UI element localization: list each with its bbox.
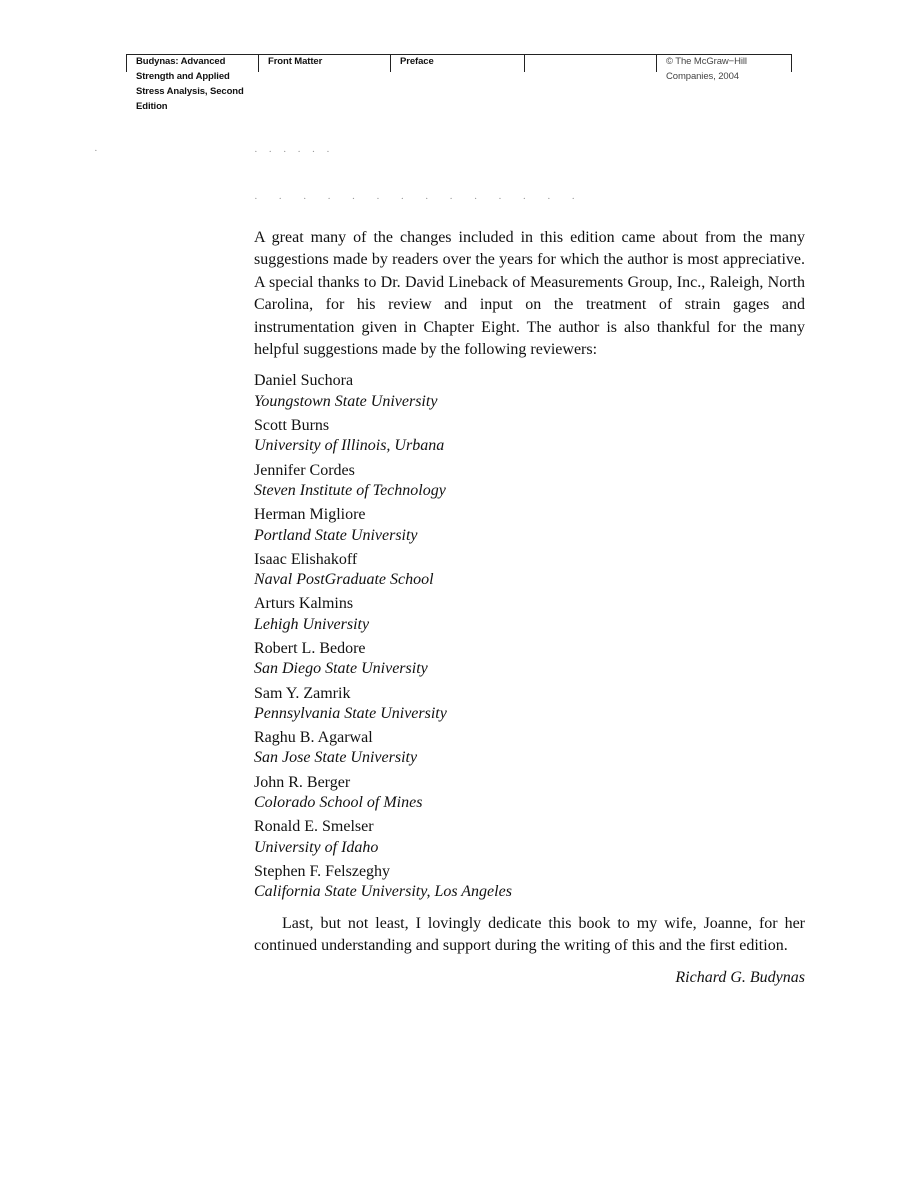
reviewer-name: Sam Y. Zamrik <box>254 684 351 702</box>
reviewer-affiliation: Steven Institute of Technology <box>254 481 446 499</box>
scan-mark: · <box>94 145 102 157</box>
section-label: Front Matter <box>268 56 323 67</box>
reviewer-affiliation: Naval PostGraduate School <box>254 571 434 589</box>
reviewer-name: Stephen F. Felszeghy <box>254 862 391 880</box>
book-title-line: Edition <box>136 101 168 112</box>
dedication-paragraph: Last, but not least, I lovingly dedicate this book to my wife, Joanne, for her continued understanding and support during the writing of this and the first edition. <box>254 914 805 954</box>
reviewer-entry <box>254 773 805 818</box>
reviewer-name: Robert L. Bedore <box>254 640 366 657</box>
reviewer-affiliation: Lehigh University <box>254 615 370 633</box>
book-title-line: Budynas: Advanced <box>136 56 226 67</box>
reviewer-entry <box>254 817 805 862</box>
reviewer-entry <box>254 684 805 729</box>
reviewer-affiliation: Pennsylvania State University <box>254 704 447 722</box>
reviewer-name: Isaac Elishakoff <box>254 550 358 568</box>
copyright-notice <box>666 54 792 84</box>
reviewer-entry <box>254 416 805 461</box>
reviewer-entry <box>254 639 805 684</box>
reviewer-affiliation: California State University, Los Angeles <box>254 883 512 901</box>
reviewer-affiliation: Colorado School of Mines <box>254 794 423 812</box>
header-divider <box>656 54 657 72</box>
reviewer-entry <box>254 728 805 773</box>
reviewer-entry <box>254 862 805 907</box>
reviewer-name: Arturs Kalmins <box>254 595 354 613</box>
copyright-line: © The McGraw−Hill <box>666 56 747 67</box>
reviewer-affiliation: San Diego State University <box>254 660 428 678</box>
reviewer-affiliation: University of Idaho <box>254 838 379 856</box>
header-divider <box>390 54 391 72</box>
reviewer-affiliation: San Jose State University <box>254 749 418 767</box>
chapter-label: Preface <box>400 56 434 67</box>
scan-mark: · · · · · · · · · · · · · · <box>254 193 585 205</box>
reviewer-name: John R. Berger <box>254 773 351 791</box>
book-title-line: Strength and Applied <box>136 71 230 82</box>
reviewer-entry <box>254 550 805 595</box>
reviewer-name: Scott Burns <box>254 417 330 435</box>
reviewer-entry <box>254 505 805 550</box>
reviewer-affiliation: Portland State University <box>254 526 418 544</box>
reviewer-name: Ronald E. Smelser <box>254 818 374 836</box>
reviewer-list <box>254 371 805 906</box>
reviewer-affiliation: University of Illinois, Urbana <box>254 437 445 455</box>
reviewer-name: Daniel Suchora <box>254 372 354 390</box>
header-divider <box>126 54 127 72</box>
header-divider <box>791 54 792 72</box>
book-title-line: Stress Analysis, Second <box>136 86 244 97</box>
reviewer-entry <box>254 461 805 506</box>
page-header <box>126 54 792 124</box>
copyright-line: Companies, 2004 <box>666 71 739 82</box>
scan-mark: · · · · · · <box>254 146 334 158</box>
reviewer-name: Herman Migliore <box>254 506 366 524</box>
reviewer-affiliation: Youngstown State University <box>254 392 438 410</box>
header-divider <box>524 54 525 72</box>
header-divider <box>258 54 259 72</box>
reviewer-name: Raghu B. Agarwal <box>254 729 373 747</box>
reviewer-name: Jennifer Cordes <box>254 461 355 479</box>
intro-paragraph: A great many of the changes included in this edition came about from the many suggestions made by readers over the years for which the author is most appreciative. A special thanks to Dr. David Lineback of Measurements Group, Inc., Raleigh, North Carolina, for his review and input on the treatment of strain gages and instrumentation given in Chapter Eight. The author is also thankful for the many helpful suggestions made by the following reviewers: <box>254 229 805 359</box>
book-title <box>136 54 256 114</box>
reviewer-entry <box>254 371 805 416</box>
preface-body <box>254 227 805 990</box>
author-signature: Richard G. Budynas <box>675 969 805 987</box>
reviewer-entry <box>254 594 805 639</box>
